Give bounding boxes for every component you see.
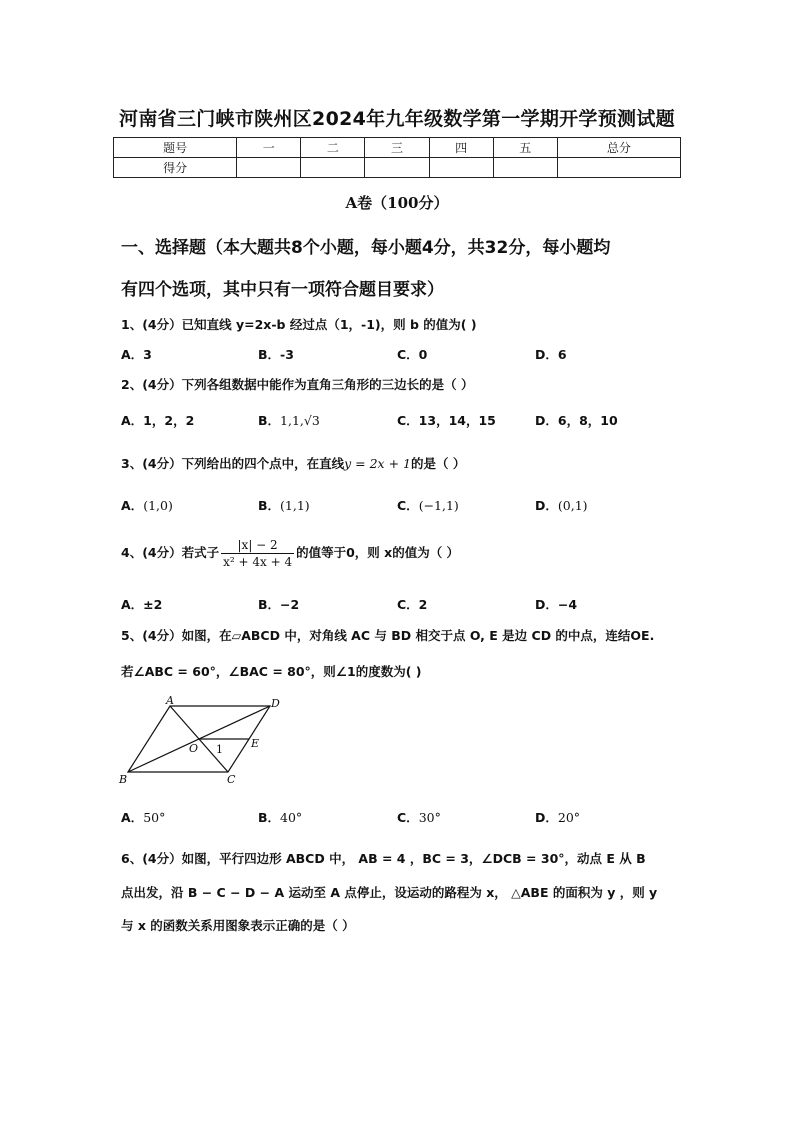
q5-option-d	[535, 808, 580, 826]
q1-option-a: A．3	[121, 347, 152, 362]
question-5-line1: 5、(4分）如图，在▱ABCD 中，对角线 AC 与 BD 相交于点 O, E 是边 CD 的中点，连结OE.	[121, 628, 655, 643]
q1-option-d: D．6	[535, 347, 567, 362]
q2-option-a: A．1，2，2	[121, 413, 195, 428]
q2-option-d: D．6，8，10	[535, 413, 618, 428]
q4-option-d: D．−4	[535, 597, 578, 612]
q2-option-b	[258, 411, 320, 429]
q5-option-d-math: 20°	[557, 810, 581, 825]
q4-option-a: A．±2	[121, 597, 163, 612]
score-header-cell: 二	[301, 138, 365, 158]
label-c: C	[227, 773, 236, 786]
q5-option-a-math: 50°	[143, 810, 166, 825]
q3-option-c-math: (−1,1)	[418, 498, 459, 513]
label-d: D	[271, 697, 280, 710]
question-3-text	[121, 454, 681, 472]
q3-math: y = 2x + 1	[344, 456, 411, 471]
score-table	[113, 137, 681, 178]
score-header-cell: 四	[429, 138, 493, 158]
score-row-label: 得分	[114, 158, 237, 178]
score-cell	[301, 158, 365, 178]
parallelogram-diagram	[118, 694, 290, 789]
score-cell	[365, 158, 429, 178]
q3-prefix: 3、(4分）下列给出的四个点中，在直线	[121, 456, 345, 471]
label-angle-1: 1	[216, 743, 223, 756]
q5-option-b-letter: B．	[258, 810, 281, 825]
part1-heading-line1: 一、选择题（本大题共8个小题，每小题4分，共32分，每小题均	[121, 238, 611, 258]
question-4-text	[121, 537, 681, 570]
label-a: A	[166, 694, 174, 707]
score-cell	[493, 158, 557, 178]
question-2-text: 2、(4分）下列各组数据中能作为直角三角形的三边长的是（ ）	[121, 377, 474, 392]
q2-option-b-letter: B．	[258, 413, 281, 428]
q3-option-b-letter: B．	[258, 498, 281, 513]
q3-suffix: 的是（ ）	[410, 456, 466, 471]
label-o: O	[189, 742, 199, 755]
score-header-cell: 五	[493, 138, 557, 158]
q3-option-d	[535, 496, 588, 514]
question-6-line3: 与 x 的函数关系用图象表示正确的是（ ）	[121, 918, 355, 933]
question-1-text: 1、(4分）已知直线 y=2x-b 经过点（1，-1)，则 b 的值为( )	[121, 317, 477, 332]
q3-option-d-math: (0,1)	[557, 498, 588, 513]
question-6-line2: 点出发，沿 B − C − D − A 运动至 A 点停止，设运动的路程为 x， △ABE 的面积为 y ，则 y	[121, 885, 658, 900]
q1-option-b: B．-3	[258, 347, 294, 362]
q1-option-c: C．0	[397, 347, 428, 362]
q4-prefix: 4、(4分）若式子	[121, 545, 220, 560]
score-table-header-row	[114, 138, 681, 158]
label-b: B	[119, 773, 128, 786]
score-header-cell: 三	[365, 138, 429, 158]
q5-option-a	[121, 808, 165, 826]
q5-option-c	[397, 808, 441, 826]
q4-suffix: 的值等于0，则 x的值为（ ）	[296, 545, 460, 560]
q3-option-c	[397, 496, 459, 514]
q5-option-c-letter: C．	[397, 810, 419, 825]
q4-denominator: x² + 4x + 4	[223, 555, 293, 569]
q4-option-b: B．−2	[258, 597, 300, 612]
q5-option-a-letter: A．	[121, 810, 144, 825]
q2-option-b-math: 1,1,√3	[280, 413, 320, 428]
q3-option-a-letter: A．	[121, 498, 144, 513]
section-a-heading: A卷（100分）	[345, 194, 449, 212]
q3-option-a-math: (1,0)	[143, 498, 173, 513]
q3-option-a	[121, 496, 173, 514]
label-e: E	[251, 737, 260, 750]
q5-option-b	[258, 808, 302, 826]
score-header-cell: 总分	[557, 138, 680, 158]
question-5-line2: 若∠ABC = 60°，∠BAC = 80°，则∠1的度数为( )	[121, 664, 422, 679]
score-cell	[557, 158, 680, 178]
q3-option-b-math: (1,1)	[280, 498, 310, 513]
q4-numerator: |x| − 2	[221, 537, 294, 554]
q4-option-c: C．2	[397, 597, 428, 612]
score-table-score-row	[114, 158, 681, 178]
q3-option-d-letter: D．	[535, 498, 558, 513]
score-cell	[237, 158, 301, 178]
q3-option-b	[258, 496, 310, 514]
q5-option-c-math: 30°	[418, 810, 441, 825]
score-header-cell: 题号	[114, 138, 237, 158]
q5-option-b-math: 40°	[280, 810, 303, 825]
question-6-line1: 6、(4分）如图，平行四边形 ABCD 中， AB = 4 ，BC = 3，∠DCB = 30°，动点 E 从 B	[121, 851, 646, 866]
q3-option-c-letter: C．	[397, 498, 419, 513]
score-cell	[429, 158, 493, 178]
part1-heading-line2: 有四个选项，其中只有一项符合题目要求）	[121, 280, 444, 300]
page-title: 河南省三门峡市陕州区2024年九年级数学第一学期开学预测试题	[119, 108, 675, 130]
score-header-cell: 一	[237, 138, 301, 158]
q4-fraction	[221, 537, 294, 570]
q2-option-c: C．13，14，15	[397, 413, 496, 428]
q5-option-d-letter: D．	[535, 810, 558, 825]
